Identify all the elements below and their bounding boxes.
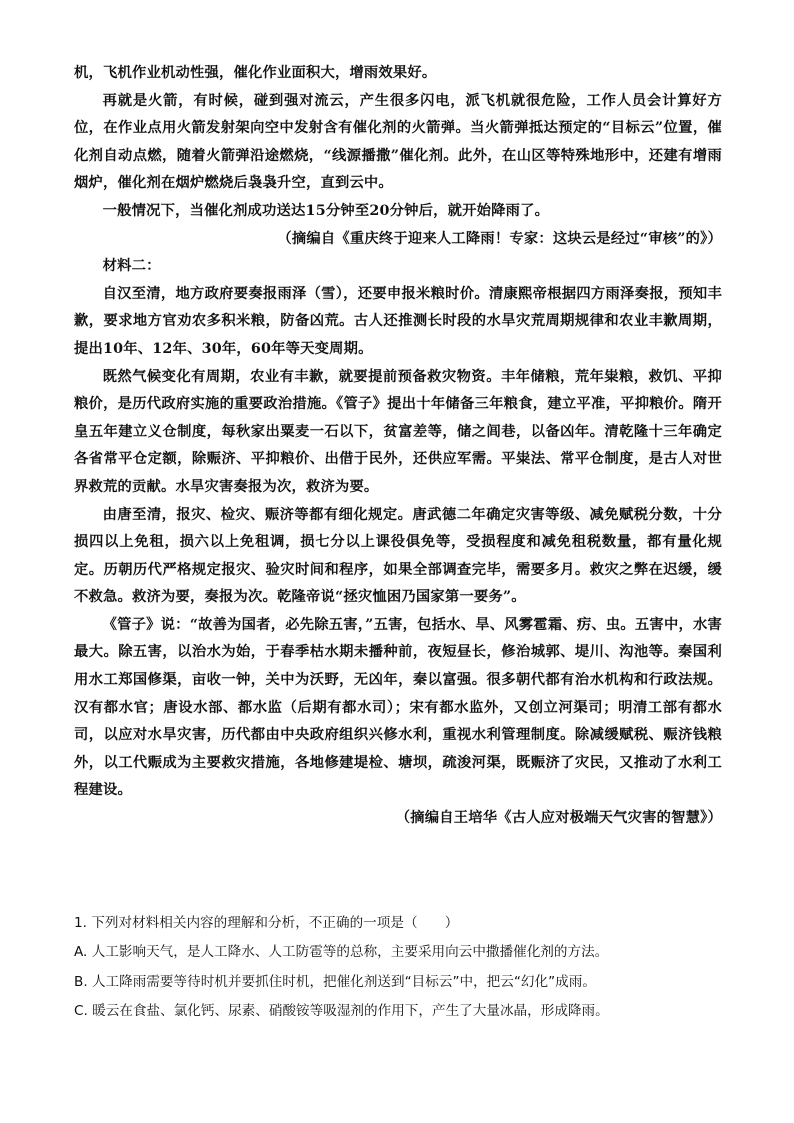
question-stem: 1. 下列对材料相关内容的理解和分析，不正确的一项是（ ）: [74, 915, 459, 931]
passage-paragraph: 《管子》说：“故善为国者，必先除五害，”五害，包括水、旱、风雾雹霜、疠、虫。五害中，水害最大。除五害，以治水为始，于春季枯水期未播种前，夜短昼长，修治城郭、堤川、沟池等。秦国利用水工郑国修渠，亩收一钟，关中为沃野，无凶年，秦以富强。很多朝代都有治水机构和行政法规。汉有都水官；唐设水部、都水监（后期有都水司）；宋有都水监外，又创立河渠司；明清工部有都水司，以应对水旱灾害，历代都由中央政府组织兴修水利，重视水利管理制度。除减缓赋税、赈济钱粮外，以工代赈成为主要救灾措施，各地修建堤检、塘坝，疏浚河渠，既赈济了灾民，又推动了水利工程建设。: [74, 616, 722, 799]
answer-option-b: B. 人工降雨需要等待时机并要抓住时机，把催化剂送到“目标云”中，把云“幻化”成雨。: [74, 973, 596, 990]
passage-paragraph: 一般情况下，当催化剂成功送达15分钟至20分钟后，就开始降雨了。: [102, 202, 550, 219]
passage-paragraph: 机，飞机作业机动性强，催化作业面积大，增雨效果好。: [74, 65, 437, 81]
answer-option-a: A. 人工影响天气，是人工降水、人工防雹等的总称，主要采用向云中撒播催化剂的方法。: [74, 944, 609, 961]
source-citation: （摘编自王培华《古人应对极端天气灾害的智慧》）: [395, 810, 722, 827]
source-citation: （摘编自《重庆终于迎来人工降雨！专家：这块云是经过“审核”的》）: [277, 230, 722, 247]
passage-paragraph: 由唐至清，报灾、检灾、赈济等都有细化规定。唐武德二年确定灾害等级、减免赋税分数，十分损四以上免租，损六以上免租调，损七分以上课役俱免等，受损程度和减免租税数量，都有量化规定。历朝历代严格规定报灾、验灾时间和程序，如果全部调查完毕，需要多月。救灾之弊在迟缓，缓不救急。救济为要，奏报为次。乾隆帝说“拯灾恤困乃国家第一要务”。: [74, 506, 722, 606]
answer-option-c: C. 暖云在食盐、氯化钙、尿素、硝酸铵等吸湿剂的作用下，产生了大量冰晶，形成降雨。: [74, 1002, 609, 1019]
reading-passage: [74, 60, 722, 833]
material-heading: 材料二：: [102, 258, 161, 275]
passage-paragraph: 自汉至清，地方政府要奏报雨泽（雪），还要申报米粮时价。清康熙帝根据四方雨泽奏报，预知丰歉，要求地方官劝农多积米粮，防备凶荒。古人还推测长时段的水旱灾荒周期规律和农业丰歉周期，提出10年、12年、30年，60年等天变周期。: [74, 285, 722, 357]
question-block: [74, 909, 722, 1026]
passage-paragraph: 既然气候变化有周期，农业有丰歉，就要提前预备救灾物资。丰年储粮，荒年粜粮，救饥、平抑粮价，是历代政府实施的重要政治措施。《管子》提出十年储备三年粮食，建立平准，平抑粮价。隋开皇五年建立义仓制度，每秋家出粟麦一石以下，贫富差等，储之闾巷，以备凶年。清乾隆十三年确定各省常平仓定额，除赈济、平抑粮价、出借于民外，还供应军需。平粜法、常平仓制度，是古人对世界救荒的贡献。水旱灾害奏报为次，救济为要。: [74, 368, 722, 495]
passage-paragraph: 再就是火箭，有时候，碰到强对流云，产生很多闪电，派飞机就很危险，工作人员会计算好方位，在作业点用火箭发射架向空中发射含有催化剂的火箭弹。当火箭弹抵达预定的“目标云”位置，催化剂自动点燃，随着火箭弹沿途燃烧，“线源播撒”催化剂。此外，在山区等特殊地形中，还建有增雨烟炉，催化剂在烟炉燃烧后袅袅升空，直到云中。: [74, 92, 722, 192]
